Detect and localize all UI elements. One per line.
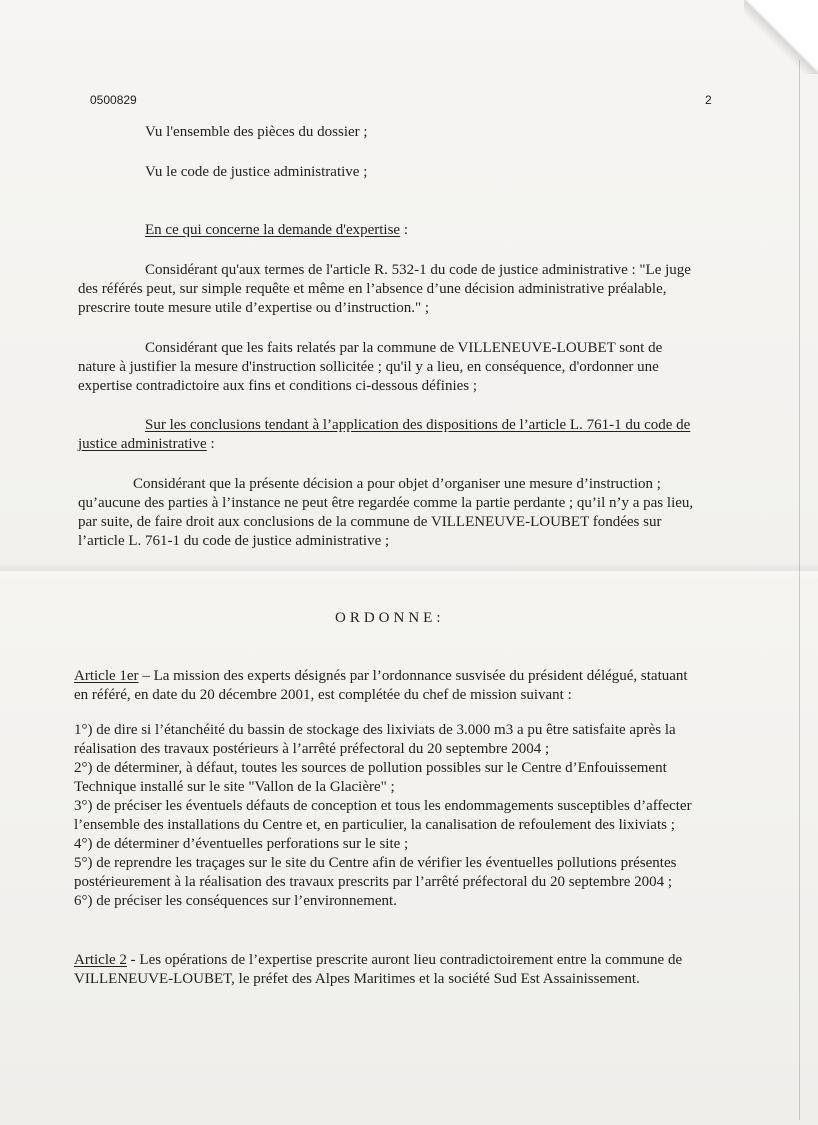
article-1-label: Article 1er bbox=[74, 668, 139, 684]
item-2-line-1: 2°) de déterminer, à défaut, toutes les sources de pollution possibles sur le Centre d’Enfouissement bbox=[74, 760, 667, 776]
article-1-text: – La mission des experts désignés par l’ordonnance susvisée du président délégué, statuant bbox=[138, 668, 688, 684]
considerant-1-line-3: prescrire toute mesure utile d’expertise ou d’instruction." ; bbox=[78, 300, 430, 316]
heading-l761-colon: : bbox=[206, 436, 215, 452]
considerant-3-line-2: qu’aucune des parties à l’instance ne peut être regardée comme la partie perdante ; qu’il n’y a pas lieu, bbox=[78, 495, 694, 511]
considerant-1-line-1: Considérant qu'aux termes de l'article R. 532-1 du code de justice administrative : "Le juge bbox=[145, 262, 691, 278]
considerant-2-line-2: nature à justifier la mesure d'instruction sollicitée ; qu'il y a lieu, en conséquence, d'ordonner une bbox=[78, 359, 659, 375]
item-3-line-1: 3°) de préciser les éventuels défauts de conception et tous les endommagements susceptibles d’affecter bbox=[74, 798, 692, 814]
considerant-2-line-3: expertise contradictoire aux fins et conditions ci-dessous définies ; bbox=[78, 378, 478, 394]
ordonne-title: ORDONNE: bbox=[335, 610, 445, 626]
considerant-3-line-4: l’article L. 761-1 du code de justice administrative ; bbox=[78, 533, 390, 549]
article-2-line-2: VILLENEUVE-LOUBET, le préfet des Alpes Maritimes et la société Sud Est Assainissement. bbox=[74, 971, 640, 987]
article-1-line-1 bbox=[74, 666, 688, 686]
heading-expertise-colon: : bbox=[400, 222, 409, 238]
folded-corner bbox=[748, 0, 818, 70]
considerant-3-line-3: par suite, de faire droit aux conclusions de la commune de VILLENEUVE-LOUBET fondées sur bbox=[78, 514, 662, 530]
considerant-2-line-1: Considérant que les faits relatés par la commune de VILLENEUVE-LOUBET sont de bbox=[145, 340, 663, 356]
heading-expertise bbox=[145, 220, 408, 240]
article-2-label: Article 2 bbox=[74, 952, 127, 968]
page-number: 2 bbox=[705, 93, 712, 107]
item-5-line-2: postérieurement à la réalisation des travaux prescrits par l’arrêté préfectoral du 20 septembre 2004 ; bbox=[74, 874, 673, 890]
considerant-1-line-2: des référés peut, sur simple requête et même en l’absence d’une décision administrative préalable, bbox=[78, 281, 667, 297]
article-1-line-2: en référé, en date du 20 décembre 2001, est complétée du chef de mission suivant : bbox=[74, 687, 572, 703]
item-4: 4°) de déterminer d’éventuelles perforations sur le site ; bbox=[74, 836, 409, 852]
item-3-line-2: l’ensemble des installations du Centre et, en particulier, la canalisation de refoulement des lixiviats ; bbox=[74, 817, 675, 833]
vu-line-1: Vu l'ensemble des pièces du dossier ; bbox=[145, 124, 368, 140]
heading-l761-line-2 bbox=[78, 434, 215, 454]
heading-expertise-text: En ce qui concerne la demande d'expertise bbox=[145, 222, 401, 238]
paper-edge bbox=[799, 60, 800, 1120]
document-number: 0500829 bbox=[90, 93, 137, 107]
considerant-3-line-1: Considérant que la présente décision a pour objet d’organiser une mesure d’instruction ; bbox=[133, 476, 661, 492]
vu-line-2: Vu le code de justice administrative ; bbox=[145, 164, 368, 180]
item-5-line-1: 5°) de reprendre les traçages sur le site du Centre afin de vérifier les éventuelles pollutions présentes bbox=[74, 855, 677, 871]
paper-fold bbox=[0, 562, 818, 580]
heading-l761-line-1: Sur les conclusions tendant à l’application des dispositions de l’article L. 761-1 du code de bbox=[145, 417, 691, 433]
heading-l761-text: justice administrative bbox=[78, 436, 207, 452]
article-2-text: - Les opérations de l’expertise prescrite auront lieu contradictoirement entre la commune de bbox=[126, 952, 683, 968]
item-6: 6°) de préciser les conséquences sur l’environnement. bbox=[74, 893, 397, 909]
item-1-line-2: réalisation des travaux postérieurs à l’arrêté préfectoral du 20 septembre 2004 ; bbox=[74, 741, 550, 757]
item-2-line-2: Technique installé sur le site "Vallon de la Glacière" ; bbox=[74, 779, 395, 795]
item-1-line-1: 1°) de dire si l’étanchéité du bassin de stockage des lixiviats de 3.000 m3 a pu être satisfaite après la bbox=[74, 722, 676, 738]
article-2-line-1 bbox=[74, 950, 682, 970]
